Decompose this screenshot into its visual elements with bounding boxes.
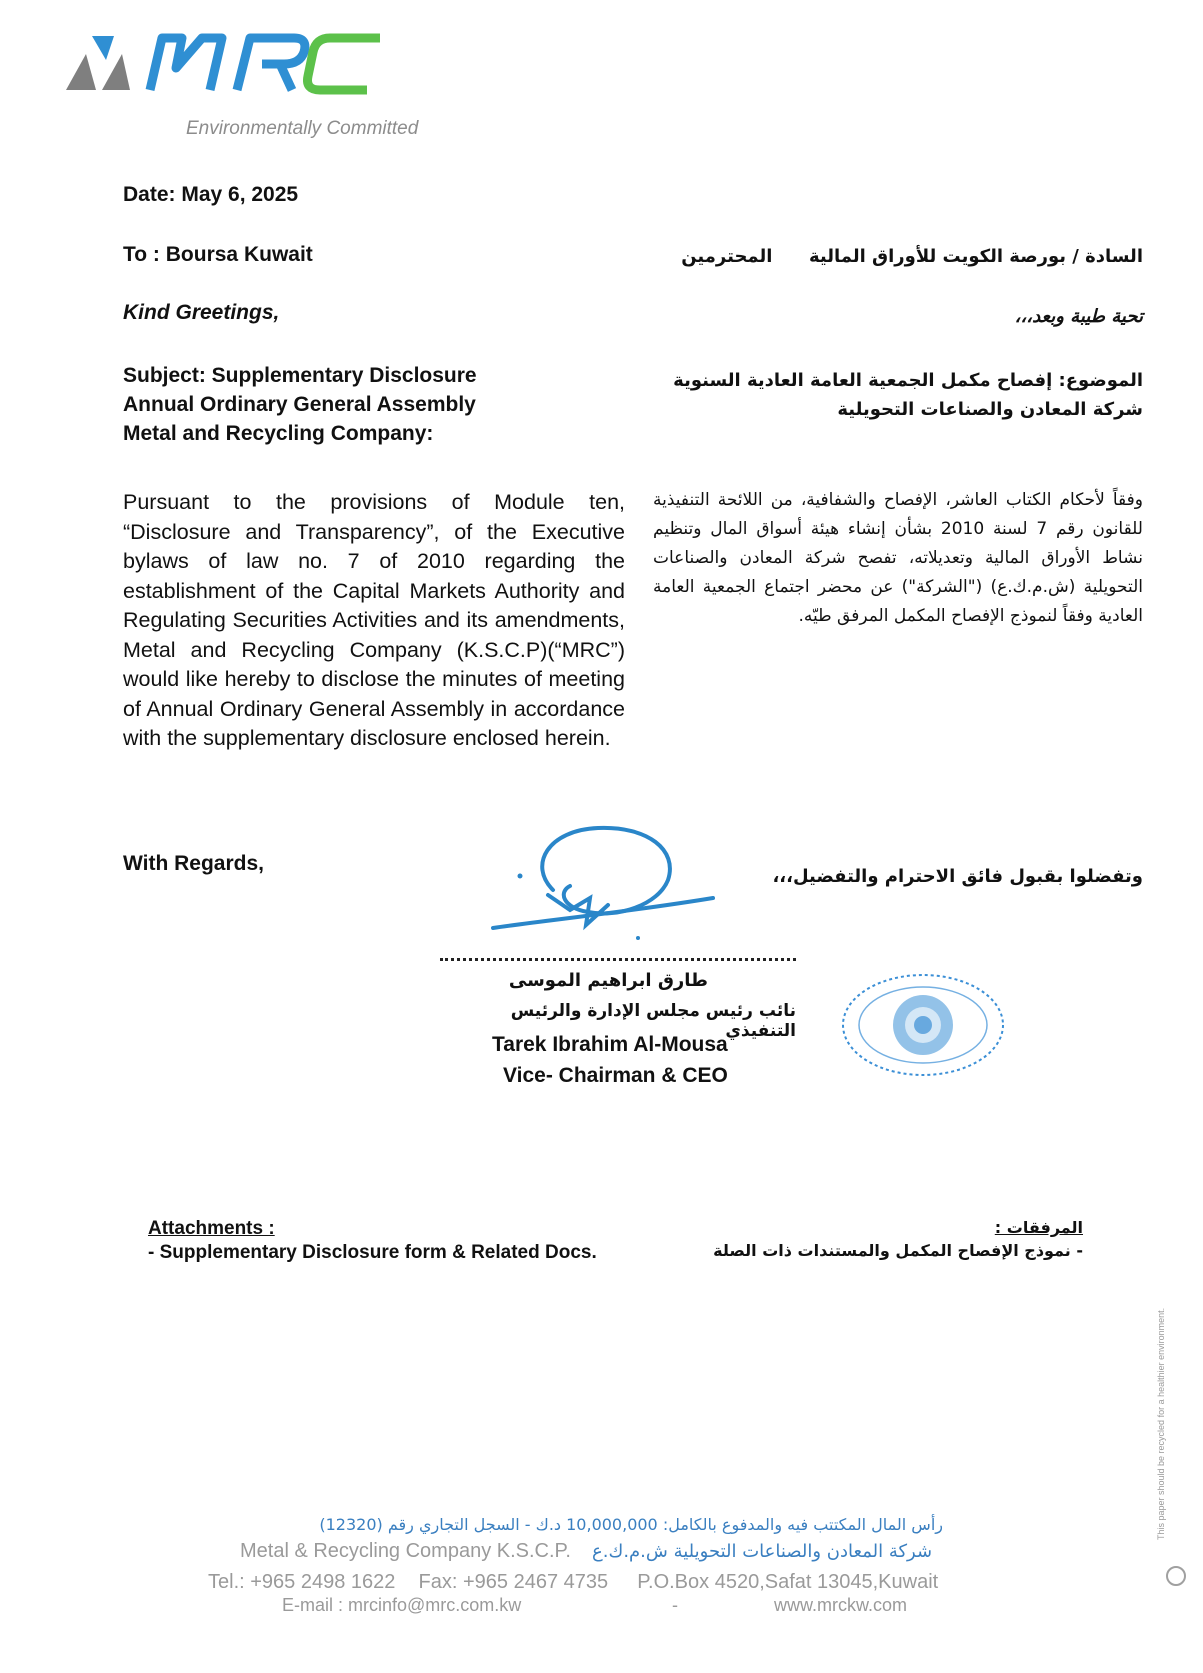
signature-line <box>440 958 796 961</box>
signatory-name-ar: طارق ابراهيم الموسى <box>508 970 708 991</box>
recipient-honorific-ar: المحترمين <box>681 246 773 267</box>
recipient-name-ar: السادة / بورصة الكويت للأوراق المالية <box>808 246 1143 267</box>
date-line: Date: May 6, 2025 <box>123 183 299 206</box>
attachments-ar <box>713 1218 1083 1260</box>
logo-tagline: Environmentally Committed <box>186 118 419 139</box>
body-paragraph-ar: وفقاً لأحكام الكتاب العاشر، الإفصاح والشفافية، من اللائحة التنفيذية للقانون رقم 7 لسنة 2010 بشأن إنشاء هيئة أسواق المال وتنظيم نشاط الأوراق المالية وتعديلاته، تفصح شركة المعادن والصناعات التحويلية (ش.م.ك.ع) ("الشركة") عن محضر اجتماع الجمعية العامة العادية وفقاً لنموذج الإفصاح المكمل المرفق طيّه. <box>653 490 1143 626</box>
company-logo <box>62 28 402 100</box>
footer-company-line <box>240 1540 932 1563</box>
greeting-en: Kind Greetings, <box>123 301 280 324</box>
footer-dash: - <box>672 1595 678 1615</box>
recycle-note: This paper should be recycled for a healthier environment. <box>1156 1307 1166 1540</box>
body-paragraph-en: Pursuant to the provisions of Module ten, “Disclosure and Transparency”, of the Executive bylaws of law no. 7 of 2010 regarding the establishment of the Capital Markets Authority and Regulating Securities Activities and its amendments, Metal and Recycling Company (K.S.C.P)(“MRC”) would like hereby to disclose the minutes of meeting of Annual Ordinary General Assembly in accordance with the supplementary disclosure enclosed herein. <box>123 490 625 750</box>
footer-fax: Fax: +965 2467 4735 <box>418 1571 609 1593</box>
attachments-heading-ar: المرفقات : <box>994 1218 1083 1237</box>
recipient-line-ar <box>543 246 1143 267</box>
footer-company-ar: شركة المعادن والصناعات التحويلية ش.م.ك.ع <box>592 1541 933 1562</box>
handwritten-signature <box>488 820 728 950</box>
signatory-title-ar: نائب رئيس مجلس الإدارة والرئيس التنفيذي <box>510 1001 796 1041</box>
footer-pobox: P.O.Box 4520,Safat 13045,Kuwait <box>637 1571 939 1593</box>
subject-ar <box>583 366 1143 424</box>
subject-en <box>123 361 477 448</box>
signatory-title-en: Vice- Chairman & CEO <box>503 1064 728 1087</box>
company-stamp <box>838 970 1008 1080</box>
footer-website[interactable]: www.mrckw.com <box>774 1595 908 1615</box>
closing-en: With Regards, <box>123 852 264 875</box>
attachments-item-ar: - نموذج الإفصاح المكمل والمستندات ذات الصلة <box>713 1241 1083 1260</box>
subject-line-3: Metal and Recycling Company: <box>123 422 434 445</box>
greeting-ar: تحية طيبة وبعد،،، <box>1014 306 1143 327</box>
subject-ar-line-2: شركة المعادن والصناعات التحويلية <box>837 399 1143 420</box>
subject-line-1: Subject: Supplementary Disclosure <box>123 364 477 387</box>
footer-capital-ar: رأس المال المكتتب فيه والمدفوع بالكامل: 10,000,000 د.ك - السجل التجاري رقم (12320) <box>319 1515 943 1534</box>
subject-line-2: Annual Ordinary General Assembly <box>123 393 476 416</box>
attachments-item-en: - Supplementary Disclosure form & Related Docs. <box>148 1242 597 1263</box>
recipient-line-en: To : Boursa Kuwait <box>123 243 313 266</box>
footer-company-en: Metal & Recycling Company K.S.C.P. <box>240 1540 571 1562</box>
closing-ar: وتفضلوا بقبول فائق الاحترام والتفضيل،،، <box>772 866 1143 887</box>
recycle-icon <box>1166 1566 1186 1586</box>
attachments-heading-en: Attachments : <box>148 1218 275 1239</box>
mrc-logo-mark <box>62 28 402 100</box>
attachments-en <box>148 1218 597 1264</box>
subject-ar-line-1: الموضوع: إفصاح مكمل الجمعية العامة العادية السنوية <box>673 370 1143 391</box>
signatory-name-en: Tarek Ibrahim Al-Mousa <box>492 1033 728 1056</box>
footer-contact-line <box>208 1571 938 1594</box>
footer-email[interactable]: E-mail : mrcinfo@mrc.com.kw <box>282 1595 522 1615</box>
footer-tel: Tel.: +965 2498 1622 <box>208 1571 396 1593</box>
